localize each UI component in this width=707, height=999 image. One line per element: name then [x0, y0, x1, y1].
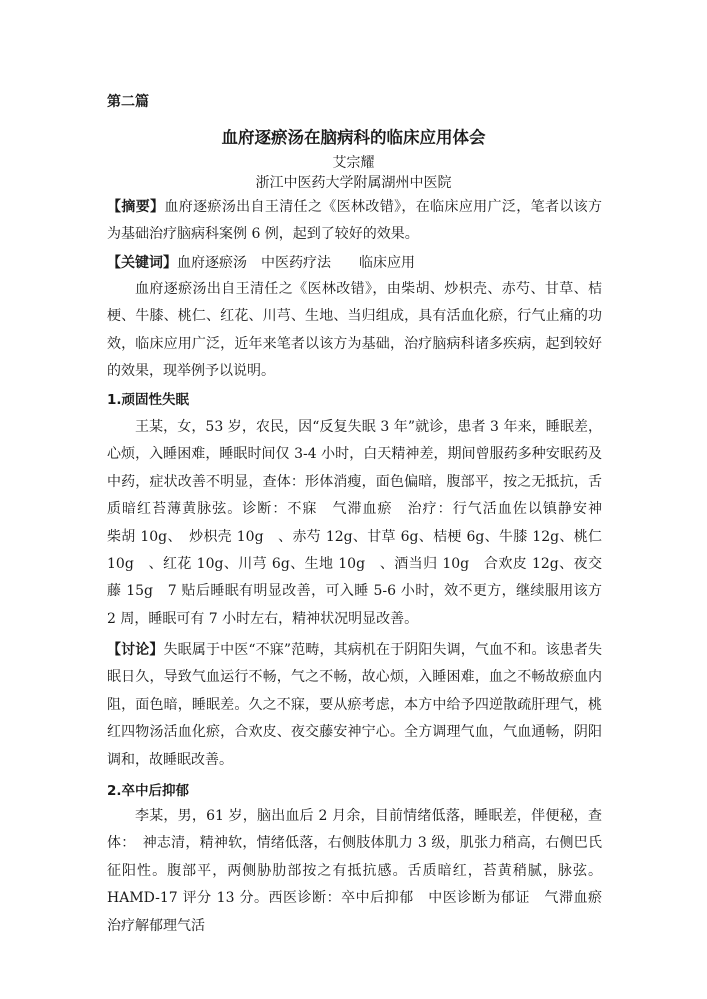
article-title: 血府逐瘀汤在脑病科的临床应用体会 [221, 128, 486, 147]
author-affiliation: 浙江中医药大学附属湖州中医院 [255, 175, 452, 191]
section-2-heading: 2.卒中后抑郁 [107, 783, 190, 799]
keywords-text: 血府逐瘀汤 中医药疗法 临床应用 [177, 255, 415, 271]
abstract-label: 【摘要】 [107, 199, 165, 215]
discussion-text: 失眠属于中医“不寐”范畴，其病机在于阴阳失调，气血不和。该患者失眠日久，导致气血运行不畅，气之不畅，故心烦，入睡困难，血之不畅故瘀血内阻，面色暗，睡眠差。久之不寐，要从瘀考虑，本方中给予四逆散疏肝理气，桃红四物汤活血化瘀，合欢皮、夜交藤安神宁心。全方调理气血，气血通畅，阴阳调和，故睡眠改善。 [107, 642, 602, 768]
intro-paragraph: 血府逐瘀汤出自王清任之《医林改错》，由柴胡、炒枳壳、赤芍、甘草、桔梗、牛膝、桃仁、红花、川芎、生地、当归组成，具有活血化瘀，行气止痛的功效，临床应用广泛，近年来笔者以该方为基础，治疗脑病科诸多疾病，起到较好的效果，现举例予以说明。 [107, 281, 602, 380]
abstract-text: 血府逐瘀汤出自王清任之《医林改错》，在临床应用广泛，笔者以该方为基础治疗脑病科案例 6 例，起到了较好的效果。 [107, 199, 603, 243]
discussion-label: 【讨论】 [107, 642, 164, 658]
author-name: 艾宗耀 [332, 155, 375, 171]
keywords-label: 【关键词】 [107, 255, 177, 271]
part-label: 第二篇 [107, 94, 149, 110]
section-2-case-paragraph: 李某，男，61 岁，脑出血后 2 月余，目前情绪低落，睡眠差，伴便秘，查体： 神志清，精神软，情绪低落，右侧肢体肌力 3 级，肌张力稍高，右侧巴氏征阳性。腹部平，两侧胁肋部按之有抵抗感。舌质暗红，苔黄稍腻，脉弦。HAMD-17 评分 13 分。西医诊断：卒中后抑郁 中医诊断为郁证 气滞血瘀 治疗解郁理气活 [107, 808, 616, 934]
abstract-paragraph [107, 194, 602, 249]
section-1-discussion-paragraph [107, 637, 602, 774]
section-1-case-paragraph: 王某，女，53 岁，农民，因“反复失眠 3 年”就诊，患者 3 年来，睡眠差，心烦，入睡困难，睡眠时间仅 3-4 小时，白天精神差，期间曾服药多种安眠药及中药，症状改善不明显，查体：形体消瘦，面色偏暗，腹部平，按之无抵抗，舌质暗红苔薄黄脉弦。诊断：不寐 气滞血瘀 治疗：行气活血佐以镇静安神 柴胡 10g、 炒枳壳 10g 、赤芍 12g、甘草 6g、桔梗 6g、牛膝 12g、桃仁 10g 、红花 10g、川芎 6g、生地 10g 、酒当归 10g 合欢皮 12g、夜交藤 15g 7 贴后睡眠有明显改善，可入睡 5-6 小时，效不更方，继续服用该方 2 周，睡眠可有 7 小时左右，精神状况明显改善。 [107, 419, 630, 627]
keywords-paragraph [107, 250, 602, 277]
section-1-heading: 1.顽固性失眠 [107, 392, 190, 408]
